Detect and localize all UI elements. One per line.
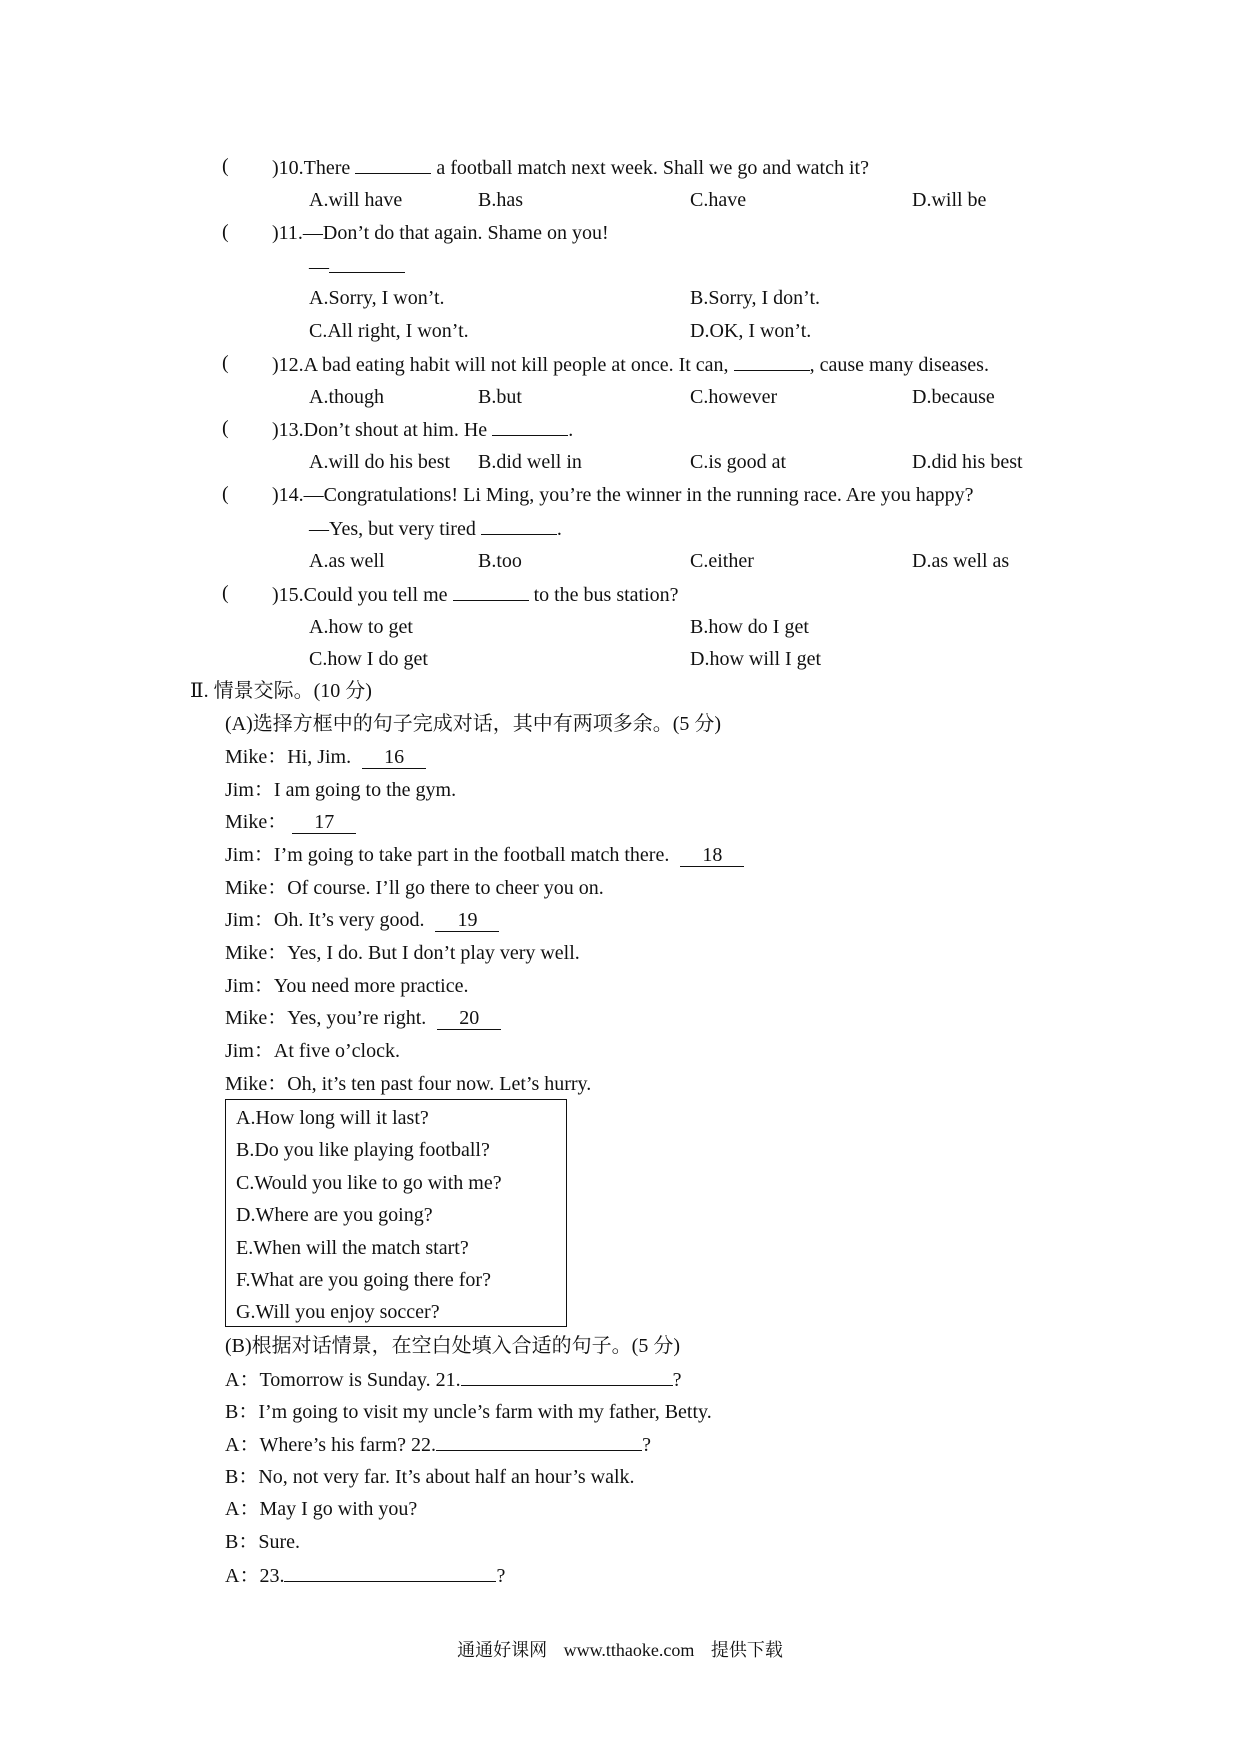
box-option-d: D.Where are you going? (236, 1204, 433, 1226)
option-a[interactable]: A.will have (309, 189, 403, 211)
answer-blank[interactable]: 20 (437, 1007, 501, 1030)
option-a[interactable]: A.how to get (309, 616, 413, 638)
answer-paren: ( (222, 221, 229, 243)
dialogue-line: Jim：Oh. It’s very good. 19 (225, 908, 499, 932)
option-d[interactable]: D.did his best (912, 451, 1023, 473)
reply-line: —Yes, but very tired . (309, 518, 562, 540)
dialogue-line: Jim：I’m going to take part in the football match there. 18 (225, 843, 744, 867)
option-b[interactable]: B.has (478, 189, 523, 211)
option-b[interactable]: B.did well in (478, 451, 582, 473)
answer-blank[interactable] (461, 1367, 673, 1386)
option-b[interactable]: B.but (478, 386, 522, 408)
answer-blank[interactable] (481, 516, 557, 535)
option-a[interactable]: A.will do his best (309, 451, 451, 473)
box-option-f: F.What are you going there for? (236, 1269, 491, 1291)
answer-blank[interactable] (284, 1563, 496, 1582)
dialogue-line: Jim：I am going to the gym. (225, 779, 457, 801)
question-stem: )10.There a football match next week. Shall we go and watch it? (272, 157, 869, 179)
option-d[interactable]: D.because (912, 386, 995, 408)
part-a-title: (A)选择方框中的句子完成对话，其中有两项多余。(5 分) (225, 713, 722, 735)
option-c[interactable]: C.is good at (690, 451, 787, 473)
dialogue-line: Mike：Of course. I’ll go there to cheer you on. (225, 877, 604, 899)
question-stem: )13.Don’t shout at him. He . (272, 419, 574, 441)
question-stem: )12.A bad eating habit will not kill people at once. It can, , cause many diseases. (272, 354, 989, 376)
footer-site-name: 通通好课网 (457, 1640, 548, 1660)
box-option-g: G.Will you enjoy soccer? (236, 1301, 440, 1323)
answer-blank[interactable]: 19 (435, 909, 499, 932)
dialogue-line: A：Where’s his farm? 22. ? (225, 1434, 651, 1456)
answer-blank[interactable] (492, 417, 568, 436)
answer-paren: ( (222, 352, 229, 374)
answer-paren: ( (222, 483, 229, 505)
page-footer (0, 1636, 1240, 1662)
reply-line: — (309, 254, 405, 279)
footer-suffix: 提供下载 (710, 1640, 783, 1660)
answer-blank[interactable] (453, 582, 529, 601)
section-title: Ⅱ. 情景交际。(10 分) (190, 680, 372, 702)
dialogue-line: B：I’m going to visit my uncle’s farm with my father, Betty. (225, 1401, 712, 1423)
options-box (225, 1099, 567, 1327)
option-d[interactable]: D.as well as (912, 550, 1010, 572)
dialogue-line: Mike：Hi, Jim. 16 (225, 745, 426, 769)
option-c[interactable]: C.however (690, 386, 778, 408)
option-b[interactable]: B.how do I get (690, 616, 809, 638)
dialogue-line: Mike：Yes, I do. But I don’t play very well. (225, 942, 580, 964)
dialogue-line: A：May I go with you? (225, 1498, 418, 1520)
box-option-a: A.How long will it last? (236, 1107, 429, 1129)
option-c[interactable]: C.have (690, 189, 747, 211)
option-b[interactable]: B.Sorry, I don’t. (690, 287, 820, 309)
answer-blank[interactable] (329, 254, 405, 273)
question-stem: )15.Could you tell me to the bus station? (272, 584, 679, 606)
option-d[interactable]: D.how will I get (690, 648, 822, 670)
dialogue-line: Mike：Yes, you’re right. 20 (225, 1006, 501, 1030)
dialogue-line: A：23. ? (225, 1565, 506, 1587)
question-stem: )11.—Don’t do that again. Shame on you! (272, 222, 609, 244)
option-a[interactable]: A.Sorry, I won’t. (309, 287, 445, 309)
part-b-title: (B)根据对话情景，在空白处填入合适的句子。(5 分) (225, 1335, 680, 1357)
option-a[interactable]: A.as well (309, 550, 385, 572)
answer-blank[interactable] (436, 1432, 642, 1451)
option-b[interactable]: B.too (478, 550, 522, 572)
answer-paren: ( (222, 582, 229, 604)
dialogue-line: Mike：Oh, it’s ten past four now. Let’s hurry. (225, 1073, 592, 1095)
dialogue-line: Jim：At five o’clock. (225, 1040, 400, 1062)
footer-url[interactable]: www.tthaoke.com (563, 1640, 695, 1660)
question-stem: )14.—Congratulations! Li Ming, you’re the winner in the running race. Are you happy? (272, 484, 974, 506)
dialogue-line: Mike： 17 (225, 810, 356, 834)
option-c[interactable]: C.either (690, 550, 754, 572)
answer-paren: ( (222, 155, 229, 177)
box-option-e: E.When will the match start? (236, 1237, 469, 1259)
dialogue-line: B：Sure. (225, 1531, 301, 1553)
dialogue-line: Jim：You need more practice. (225, 975, 469, 997)
option-d[interactable]: D.will be (912, 189, 987, 211)
answer-blank[interactable]: 17 (292, 811, 356, 834)
dialogue-line: A：Tomorrow is Sunday. 21. ? (225, 1369, 682, 1391)
answer-paren: ( (222, 417, 229, 439)
answer-blank[interactable] (355, 155, 431, 174)
option-d[interactable]: D.OK, I won’t. (690, 320, 812, 342)
answer-blank[interactable]: 18 (680, 844, 744, 867)
box-option-c: C.Would you like to go with me? (236, 1172, 502, 1194)
answer-blank[interactable] (734, 352, 810, 371)
dialogue-line: B：No, not very far. It’s about half an hour’s walk. (225, 1466, 635, 1488)
box-option-b: B.Do you like playing football? (236, 1139, 490, 1161)
option-c[interactable]: C.how I do get (309, 648, 428, 670)
answer-blank[interactable]: 16 (362, 746, 426, 769)
option-a[interactable]: A.though (309, 386, 384, 408)
option-c[interactable]: C.All right, I won’t. (309, 320, 469, 342)
